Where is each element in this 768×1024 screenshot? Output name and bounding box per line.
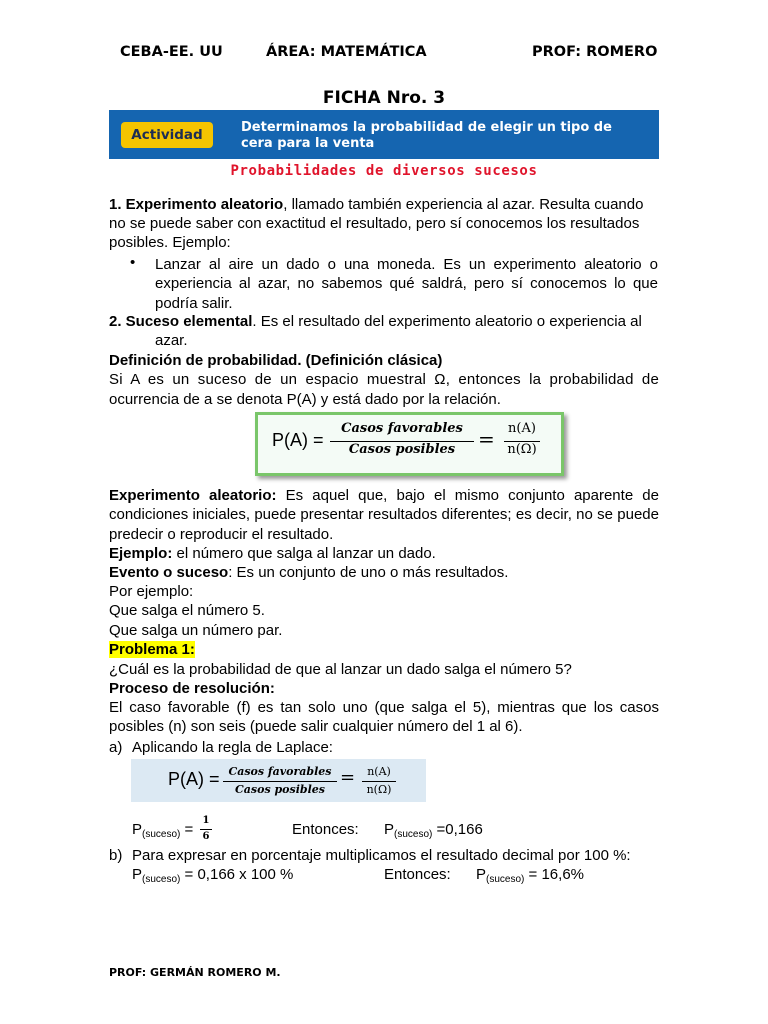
p-subscript: (suceso) [394,829,433,840]
exp-text: Es aquel que, bajo el mismo conjunto aparente de condiciones iniciales, puede presentar resultados diferentes; es decir, no se puede predecir o reproducir el resultado. [109,487,659,543]
process-label: Proceso de resolución: [109,680,275,697]
laplace-bar [223,781,337,782]
formula-denominator: Casos posibles [348,442,456,457]
s2-heading: 2. Suceso elemental [109,313,253,330]
process-heading [109,679,275,698]
problem-label: Problema 1: [109,641,195,658]
exp-label: Experimento aleatorio: [109,487,277,504]
probability-formula-box [255,412,564,476]
result-2 [476,865,584,889]
fraction-bar [200,829,212,830]
header-school: CEBA-EE. UU [120,44,223,60]
activity-tag: Actividad [121,122,213,148]
bullet-icon: • [130,254,136,271]
p-symbol: P [132,866,143,883]
laplace-formula-box [131,759,426,802]
laplace-n-a: n(A) [367,765,391,778]
por-ejemplo: Por ejemplo: [109,583,194,600]
activity-text: Determinamos la probabilidad de elegir un tipo de cera para la venta [241,120,612,151]
footer: PROF: GERMÁN ROMERO M. [109,966,281,979]
header-area: ÁREA: MATEMÁTICA [266,44,427,60]
p-equals: = [180,821,194,838]
p-symbol: P [132,821,143,838]
item-b-marker: b) [109,847,123,864]
formula-n-a: n(A) [508,421,536,436]
p-subscript: (suceso) [486,874,525,885]
event-text: : Es un conjunto de uno o más resultados. [228,564,509,581]
item-b-text: Para expresar en porcentaje multiplicamos el resultado decimal por 100 %: [132,847,631,864]
s1-line3: posibles. Ejemplo: [109,234,231,251]
p-symbol: P [384,821,395,838]
result-1 [384,820,483,844]
problem-heading [109,640,195,659]
result-calc-1 [132,820,193,844]
exp-paragraph [109,486,659,544]
example-5: Que salga el número 5. [109,602,265,619]
p-symbol: P [476,866,487,883]
def-line2: ocurrencia de a se denota P(A) y está dado por la relación. [109,391,501,408]
example-par: Que salga un número par. [109,622,283,639]
item-a-marker: a) [109,739,123,756]
formula-lhs: P(A) = [272,430,324,450]
laplace-n-omega: n(Ω) [366,783,392,796]
s2-line2: azar. [155,332,188,349]
laplace-numerator: Casos favorables [228,765,332,778]
laplace-equals: = [340,767,356,788]
laplace-denominator: Casos posibles [235,783,325,796]
process-text: El caso favorable (f) es tan solo uno (que salga el 5), mientras que los casos posibles (n) son seis (puede salir cualquier número del 1 al 6). [109,699,659,736]
laplace-bar-2 [362,781,396,782]
p-subscript: (suceso) [142,874,181,885]
event-line [109,563,508,582]
fraction-denominator: 6 [202,831,210,842]
example-text: el número que salga al lanzar un dado. [172,545,436,562]
header-teacher: PROF: ROMERO [532,44,658,60]
result-calc-2 [132,865,293,889]
def-heading [109,351,442,370]
s1-text1: , llamado también experiencia al azar. Resulta cuando [283,196,644,213]
s1-line2: no se puede saber con exactitud el resultado, pero sí conocemos los resultados [109,215,640,232]
formula-equals: = [478,427,495,451]
formula-n-omega: n(Ω) [507,442,537,457]
page-title: FICHA Nro. 3 [322,88,446,108]
calc-2-value: = 0,166 x 100 % [180,866,294,883]
result-2-value: = 16,6% [524,866,585,883]
s1-heading: 1. Experimento aleatorio [109,196,284,213]
item-a-text: Aplicando la regla de Laplace: [132,739,333,756]
fraction-numerator: 1 [202,815,210,826]
example-line [109,544,436,563]
activity-banner [109,110,659,159]
then-label-2: Entonces: [384,866,451,883]
section-subtitle: Probabilidades de diversos sucesos [230,163,538,179]
then-label-1: Entonces: [292,821,359,838]
def-title: Definición de probabilidad. (Definición clásica) [109,352,443,369]
def-line1: Si A es un suceso de un espacio muestral Ω, entonces la probabilidad de [109,371,659,388]
event-label: Evento o suceso [109,564,229,581]
s2-text1: . Es el resultado del experimento aleatorio o experiencia al [252,313,642,330]
s1-line1 [109,195,643,214]
problem-question: ¿Cuál es la probabilidad de que al lanzar un dado salga el número 5? [109,661,572,678]
result-1-value: =0,166 [432,821,483,838]
p-subscript: (suceso) [142,829,181,840]
s1-bullet-text: Lanzar al aire un dado o una moneda. Es un experimento aleatorio o experiencia al azar, no sabemos qué saldrá, pero sí conocemos lo que podría salir. [155,256,658,312]
formula-numerator: Casos favorables [341,421,463,436]
laplace-lhs: P(A) = [168,769,220,789]
example-label: Ejemplo: [109,545,173,562]
s2-line1 [109,312,642,331]
